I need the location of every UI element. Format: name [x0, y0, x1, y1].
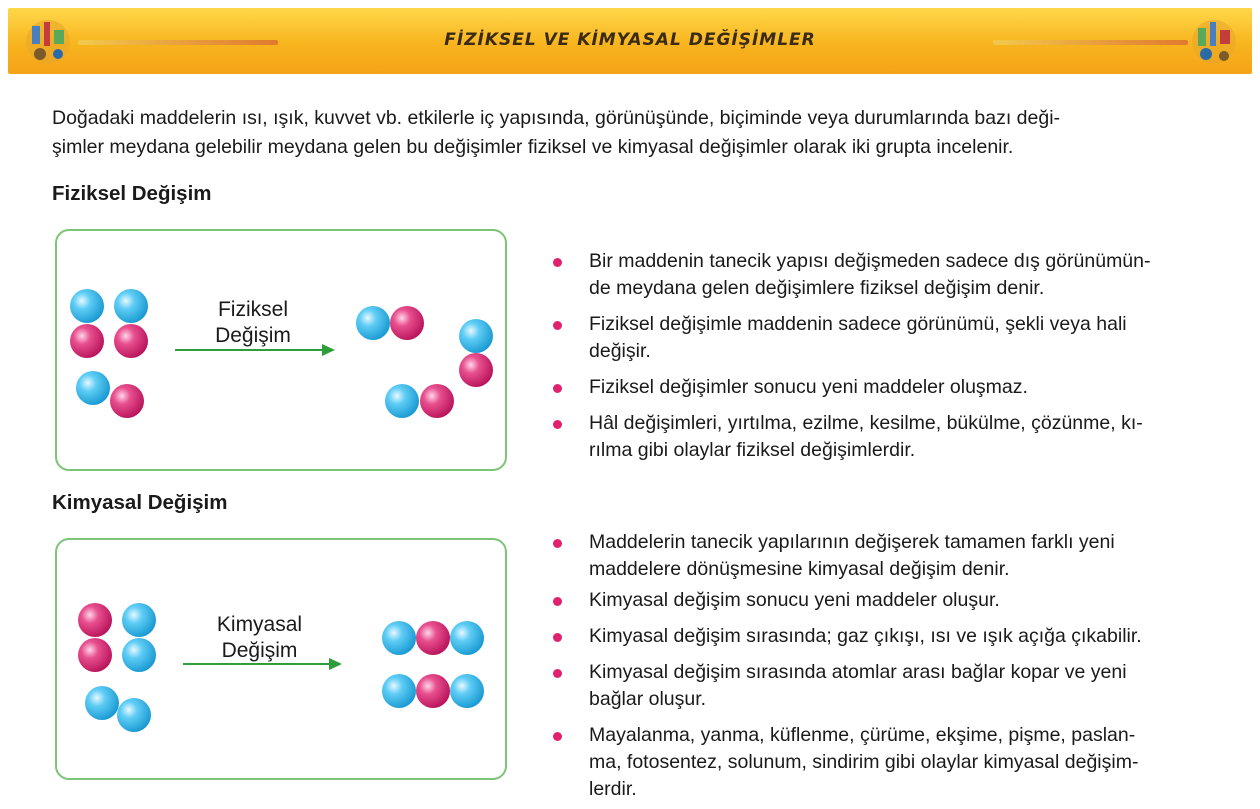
label-line: Fiziksel — [217, 298, 288, 321]
list-item — [548, 311, 1248, 365]
list-item-line: rılma gibi olaylar fiziksel değişimlerdir. — [589, 439, 916, 461]
atoms-before — [70, 289, 148, 418]
list-item-line: bağlar oluşur. — [589, 688, 707, 710]
list-item-line: Fiziksel değişimler sonucu yeni maddeler oluşmaz. — [589, 376, 1028, 398]
list-item-line: Mayalanma, yanma, küflenme, çürüme, ekşime, pişme, paslan- — [589, 724, 1136, 746]
list-item — [548, 374, 1248, 401]
chemical-change-diagram — [55, 538, 507, 780]
list-item-line: maddelere dönüşmesine kimyasal değişim denir. — [589, 558, 1010, 580]
list-item-line: Hâl değişimleri, yırtılma, ezilme, kesilme, bükülme, çözünme, kı- — [589, 412, 1143, 434]
list-item — [548, 529, 1248, 583]
label-line: Kimyasal — [216, 613, 303, 636]
list-item — [548, 659, 1248, 713]
list-item-line: de meydana gelen değişimlere fiziksel değişim denir. — [589, 277, 1045, 299]
list-item — [548, 722, 1248, 803]
list-item — [548, 623, 1248, 650]
lab-tools-illustration-right — [1184, 12, 1244, 70]
intro-line: şimler meydana gelebilir meydana gelen bu değişimler fiziksel ve kimyasal değişimler olarak iki grupta incelenir. — [52, 136, 1014, 158]
label-line: Değişim — [215, 324, 291, 347]
chemical-change-label — [202, 612, 317, 664]
list-item-line: Bir maddenin tanecik yapısı değişmeden sadece dış görünümün- — [589, 250, 1151, 272]
atoms-after — [382, 621, 484, 708]
title-banner — [8, 8, 1252, 74]
list-item-line: Kimyasal değişim sırasında; gaz çıkışı, ısı ve ışık açığa çıkabilir. — [589, 625, 1142, 647]
physical-change-diagram — [55, 229, 507, 471]
chemical-change-heading: Kimyasal Değişim — [52, 491, 228, 514]
list-item-line: lerdir. — [589, 778, 637, 800]
intro-paragraph — [52, 104, 1247, 162]
list-item — [548, 410, 1248, 464]
atoms-after — [356, 306, 493, 418]
list-item-line: Kimyasal değişim sonucu yeni maddeler oluşur. — [589, 589, 1000, 611]
list-item-line: ma, fotosentez, solunum, sindirim gibi olaylar kimyasal değişim- — [589, 751, 1139, 773]
intro-line: Doğadaki maddelerin ısı, ışık, kuvvet vb. etkilerle iç yapısında, görünüşünde, biçiminde veya durumlarında bazı deği- — [52, 107, 1061, 129]
physical-change-heading: Fiziksel Değişim — [52, 182, 212, 205]
list-item-line: Fiziksel değişimle maddenin sadece görünümü, şekli veya hali — [589, 313, 1127, 335]
chemical-change-list — [548, 529, 1248, 803]
list-item — [548, 587, 1248, 614]
list-item-line: Maddelerin tanecik yapılarının değişerek tamamen farklı yeni — [589, 531, 1115, 553]
physical-change-illustration — [57, 231, 505, 469]
physical-change-label — [203, 297, 303, 349]
label-line: Değişim — [221, 639, 298, 662]
page-title: FİZİKSEL VE KİMYASAL DEĞİŞİMLER — [444, 30, 816, 50]
list-item — [548, 248, 1248, 302]
list-item-line: değişir. — [589, 340, 651, 362]
pencil-decoration-right — [993, 40, 1188, 45]
physical-change-list — [548, 248, 1248, 464]
list-item-line: Kimyasal değişim sırasında atomlar arası bağlar kopar ve yeni — [589, 661, 1127, 683]
atoms-before — [78, 603, 156, 732]
